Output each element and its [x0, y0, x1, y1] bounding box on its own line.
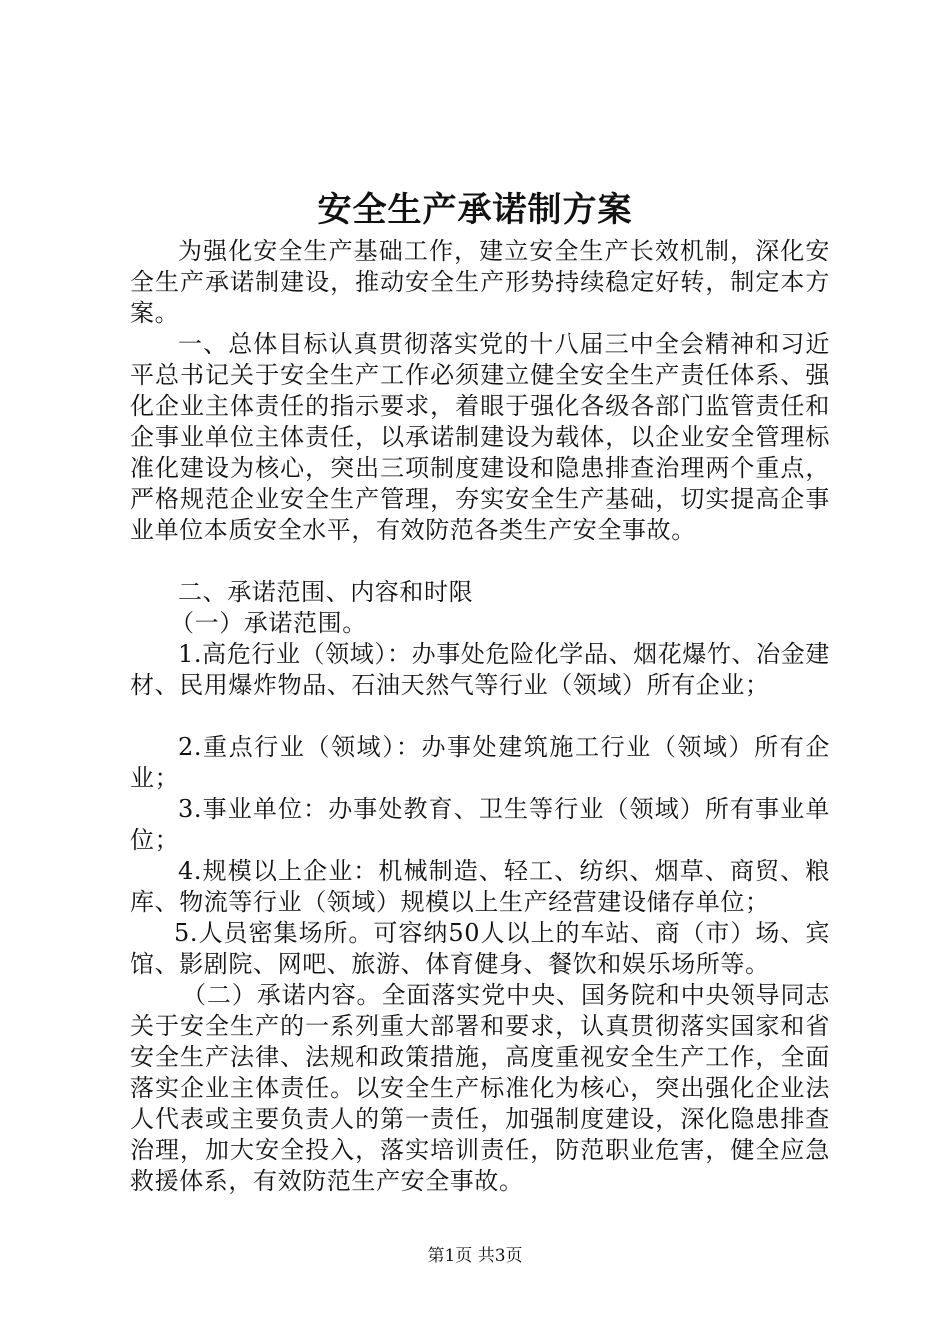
scope-item-2: 2.重点行业（领域）：办事处建筑施工行业（领域）所有企业；: [130, 733, 830, 792]
scope-item-5: 5.人员密集场所。可容纳50人以上的车站、商（市）场、宾馆、影剧院、网吧、旅游、体育健身、餐饮和娱乐场所等。: [130, 919, 830, 978]
document-title: 安全生产承诺制方案: [317, 190, 633, 230]
subsection-2-paragraph: （二）承诺内容。全面落实党中央、国务院和中央领导同志关于安全生产的一系列重大部署和要求，认真贯彻落实国家和省安全生产法律、法规和政策措施，高度重视安全生产工作，全面落实企业主体责任。以安全生产标准化为核心，突出强化企业法人代表或主要负责人的第一责任，加强制度建设，深化隐患排查治理，加大安全投入，落实培训责任，防范职业危害，健全应急救援体系，有效防范生产安全事故。: [130, 981, 830, 1195]
scope-item-4: 4.规模以上企业：机械制造、轻工、纺织、烟草、商贸、粮库、物流等行业（领域）规模以上生产经营建设储存单位；: [130, 857, 830, 916]
scope-item-3: 3.事业单位：办事处教育、卫生等行业（领域）所有事业单位；: [130, 795, 830, 854]
section-1-paragraph: 一、总体目标认真贯彻落实党的十八届三中全会精神和习近平总书记关于安全生产工作必须建立健全安全生产责任体系、强化企业主体责任的指示要求，着眼于强化各级各部门监管责任和企事业单位主体责任，以承诺制建设为载体，以企业安全管理标准化建设为核心，突出三项制度建设和隐患排查治理两个重点，严格规范企业安全生产管理，夯实安全生产基础，切实提高企事业单位本质安全水平，有效防范各类生产安全事故。: [130, 330, 830, 544]
subsection-1-heading: （一）承诺范围。: [170, 609, 367, 637]
document-body: [130, 236, 830, 1197]
page-footer: 第1页 共3页: [427, 1246, 523, 1266]
intro-paragraph: 为强化安全生产基础工作，建立安全生产长效机制，深化安全生产承诺制建设，推动安全生产形势持续稳定好转，制定本方案。: [130, 237, 830, 327]
scope-item-1: 1.高危行业（领域）：办事处危险化学品、烟花爆竹、冶金建材、民用爆炸物品、石油天然气等行业（领域）所有企业；: [130, 640, 830, 699]
section-2-heading: 二、承诺范围、内容和时限: [178, 578, 474, 606]
